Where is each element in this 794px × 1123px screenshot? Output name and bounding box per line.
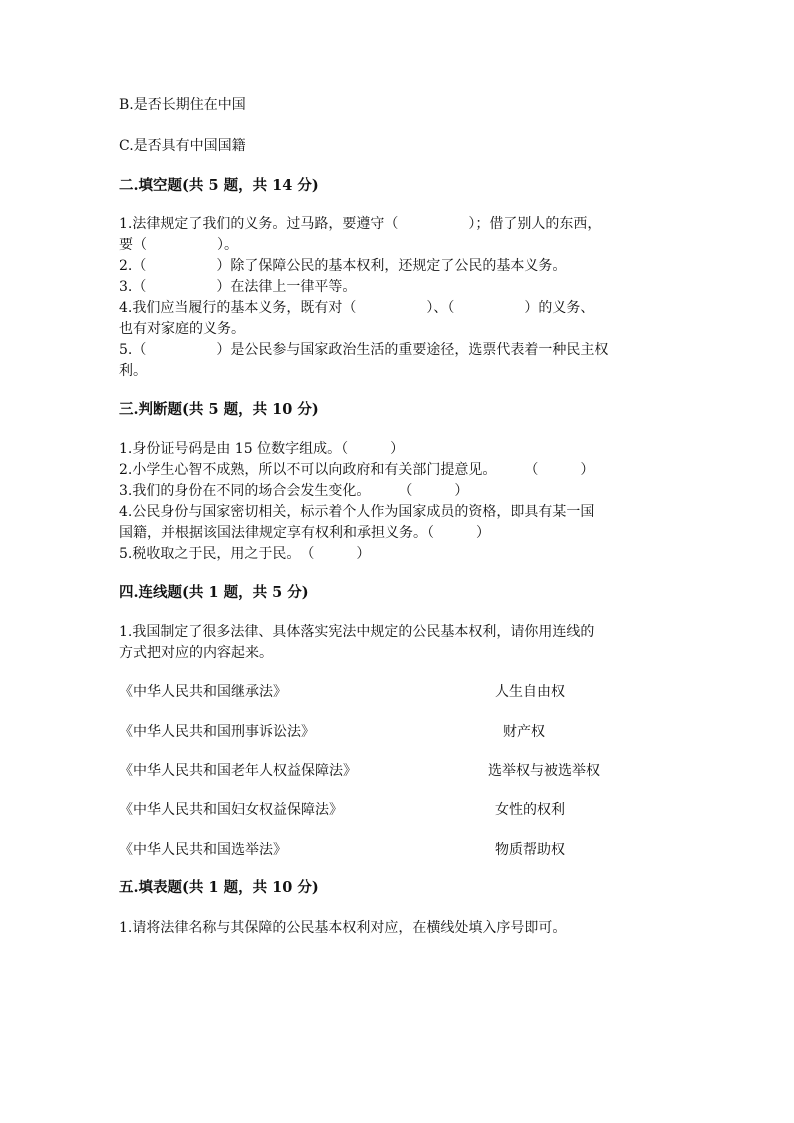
option-c: C.是否具有中国国籍	[119, 138, 246, 154]
judge-q1: 1.身份证号码是由 15 位数字组成。（ ）	[119, 441, 405, 457]
judge-q4-line2: 国籍，并根据该国法律规定享有权利和承担义务。（ ）	[119, 525, 490, 541]
match-q1-line2: 方式把对应的内容起来。	[119, 645, 273, 661]
section-2-title: 二.填空题(共 5 题，共 14 分)	[119, 177, 319, 194]
law-item: 《中华人民共和国妇女权益保障法》	[119, 802, 343, 818]
section-4-title: 四.连线题(共 1 题，共 5 分)	[119, 584, 309, 601]
fill-q3: 3.（ ）在法律上一律平等。	[119, 279, 357, 295]
judge-q2: 2.小学生心智不成熟，所以不可以向政府和有关部门提意见。 （ ）	[119, 462, 595, 478]
right-item: 女性的权利	[495, 802, 565, 818]
judge-q4-line1: 4.公民身份与国家密切相关，标示着个人作为国家成员的资格，即具有某一国	[119, 504, 595, 520]
law-item: 《中华人民共和国刑事诉讼法》	[119, 724, 315, 740]
fill-q4-line2: 也有对家庭的义务。	[119, 321, 245, 337]
fill-q4-line1: 4.我们应当履行的基本义务，既有对（ ）、（ ）的义务、	[119, 300, 595, 316]
right-item: 选举权与被选举权	[488, 763, 600, 779]
right-item: 人生自由权	[495, 684, 565, 700]
table-q1: 1.请将法律名称与其保障的公民基本权利对应，在横线处填入序号即可。	[119, 920, 567, 936]
fill-q1-line1: 1.法律规定了我们的义务。过马路，要遵守（ ）；借了别人的东西，	[119, 216, 602, 232]
right-item: 财产权	[503, 724, 545, 740]
fill-q5-line1: 5.（ ）是公民参与国家政治生活的重要途径，选票代表着一种民主权	[119, 342, 609, 358]
law-item: 《中华人民共和国选举法》	[119, 842, 287, 858]
law-item: 《中华人民共和国继承法》	[119, 684, 287, 700]
fill-q5-line2: 利。	[119, 363, 147, 379]
judge-q3: 3.我们的身份在不同的场合会发生变化。 （ ）	[119, 483, 469, 499]
law-item: 《中华人民共和国老年人权益保障法》	[119, 763, 357, 779]
judge-q5: 5.税收取之于民，用之于民。 （ ）	[119, 546, 371, 562]
fill-q2: 2.（ ）除了保障公民的基本权利，还规定了公民的基本义务。	[119, 258, 567, 274]
fill-q1-line2: 要（ ）。	[119, 237, 238, 253]
right-item: 物质帮助权	[495, 842, 565, 858]
section-3-title: 三.判断题(共 5 题，共 10 分)	[119, 401, 319, 418]
match-q1-line1: 1.我国制定了很多法律、具体落实宪法中规定的公民基本权利，请你用连线的	[119, 624, 595, 640]
section-5-title: 五.填表题(共 1 题，共 10 分)	[119, 879, 319, 896]
option-b: B.是否长期住在中国	[119, 97, 246, 113]
